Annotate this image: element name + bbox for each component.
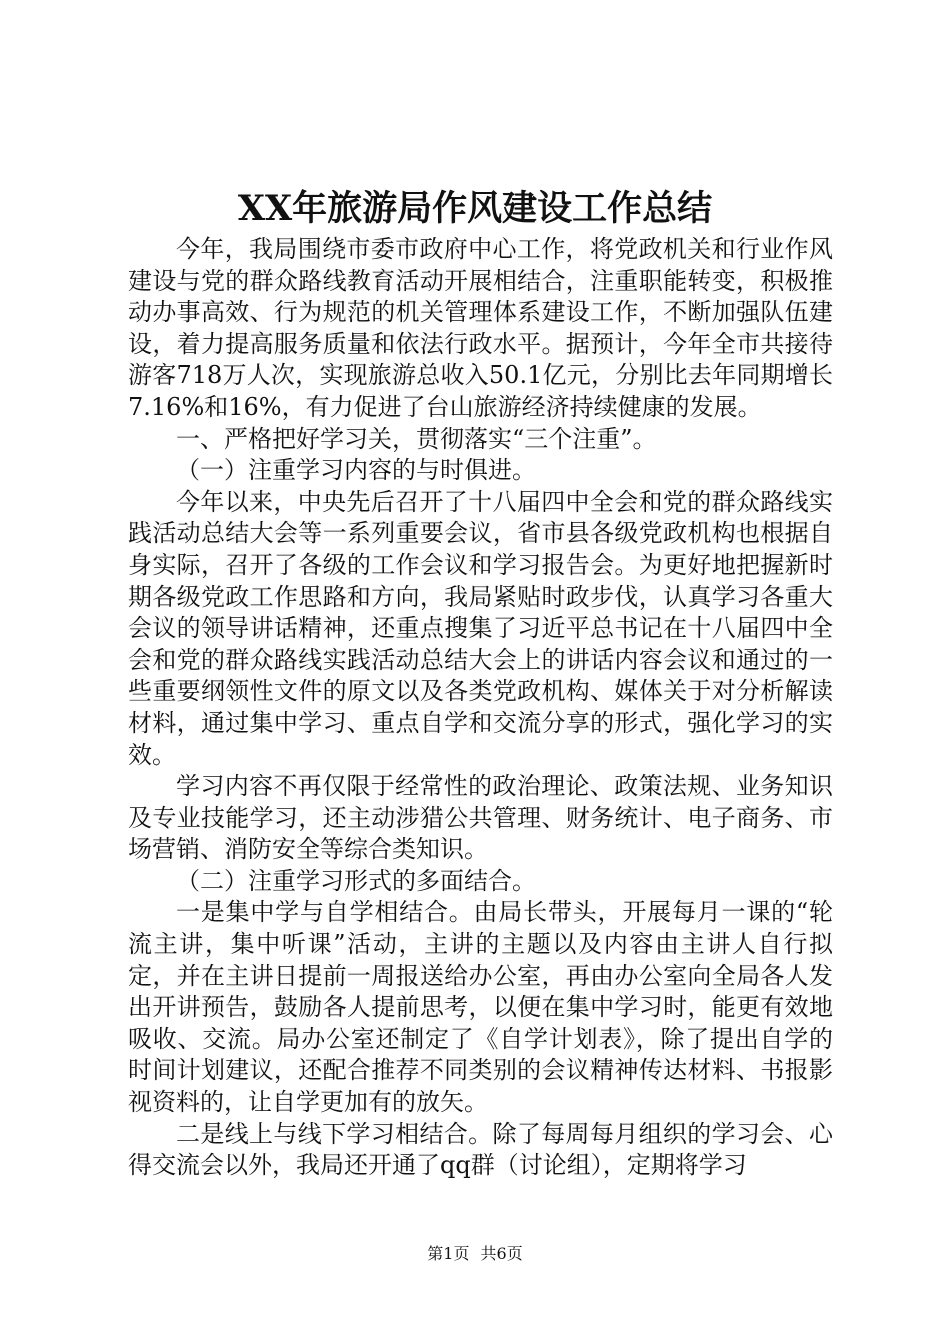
paragraph: 学习内容不再仅限于经常性的政治理论、政策法规、业务知识及专业技能学习，还主动涉猎公共管理、财务统计、电子商务、市场营销、消防安全等综合类知识。: [128, 772, 833, 864]
subsection-heading-2: （二）注重学习形式的多面结合。: [176, 866, 536, 895]
page-number: 第1页: [427, 1244, 470, 1263]
page-footer: [0, 1243, 950, 1265]
paragraph-intro: 今年，我局围绕市委市政府中心工作，将党政机关和行业作风建设与党的群众路线教育活动开展相结合，注重职能转变，积极推动办事高效、行为规范的机关管理体系建设工作，不断加强队伍建设，着力提高服务质量和依法行政水平。据预计，今年全市共接待游客718万人次，实现旅游总收入50.1亿元，分别比去年同期增长7.16%和16%，有力促进了台山旅游经济持续健康的发展。: [128, 235, 833, 421]
document-body: [128, 234, 833, 1182]
paragraph: 今年以来，中央先后召开了十八届四中全会和党的群众路线实践活动总结大会等一系列重要会议，省市县各级党政机构也根据自身实际，召开了各级的工作会议和学习报告会。为更好地把握新时期各级党政工作思路和方向，我局紧贴时政步伐，认真学习各重大会议的领导讲话精神，还重点搜集了习近平总书记在十八届四中全会和党的群众路线实践活动总结大会上的讲话内容会议和通过的一些重要纲领性文件的原文以及各类党政机构、媒体关于对分析解读材料，通过集中学习、重点自学和交流分享的形式，强化学习的实效。: [128, 487, 833, 769]
page-total: 共6页: [480, 1244, 523, 1263]
paragraph: 一是集中学与自学相结合。由局长带头，开展每月一课的“轮流主讲，集中听课”活动，主讲的主题以及内容由主讲人自行拟定，并在主讲日提前一周报送给办公室，再由办公室向全局各人发出开讲预告，鼓励各人提前思考，以便在集中学习时，能更有效地吸收、交流。局办公室还制定了《自学计划表》，除了提出自学的时间计划建议，还配合推荐不同类别的会议精神传达材料、书报影视资料的，让自学更加有的放矢。: [128, 898, 833, 1117]
section-heading-1: 一、严格把好学习关，贯彻落实“三个注重”。: [176, 424, 657, 453]
paragraph: 二是线上与线下学习相结合。除了每周每月组织的学习会、心得交流会以外，我局还开通了qq群（讨论组），定期将学习: [128, 1119, 833, 1180]
subsection-heading-1: （一）注重学习内容的与时俱进。: [176, 456, 536, 485]
document-title: XX年旅游局作风建设工作总结: [237, 188, 713, 229]
